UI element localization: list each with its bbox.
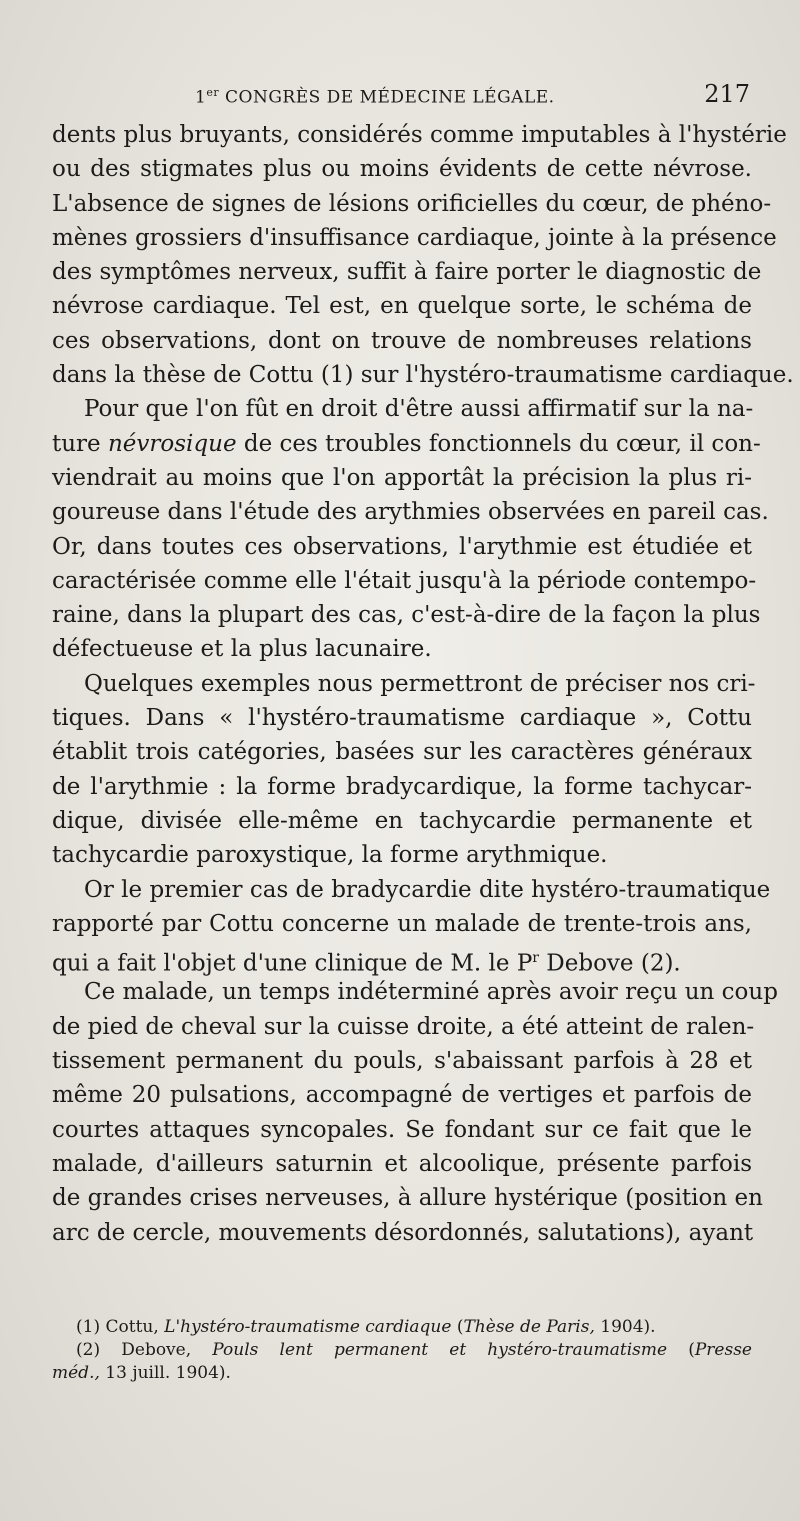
footnote-line: (1) Cottu, L'hystéro-traumatisme cardiaque (Thèse de Paris, 1904). — [76, 1317, 656, 1337]
text-line: névrose cardiaque. Tel est, en quelque sorte, le schéma de — [52, 293, 752, 320]
text-line: viendrait au moins que l'on apportât la précision la plus ri- — [52, 464, 752, 491]
text-line: ces observations, dont on trouve de nombreuses relations — [52, 327, 752, 354]
superscript: r — [532, 950, 539, 967]
text-line: ou des stigmates plus ou moins évidents de cette névrose. — [52, 156, 752, 183]
footnote-source: Thèse de Paris, — [463, 1317, 595, 1337]
text-line: de grandes crises nerveuses, à allure hystérique (position en — [52, 1185, 763, 1212]
text-line: Pour que l'on fût en droit d'être aussi affirmatif sur la na- — [84, 396, 754, 423]
text-line: rapporté par Cottu concerne un malade de trente-trois ans, — [52, 910, 752, 937]
header-title — [195, 86, 555, 108]
footnote-title: Pouls lent permanent et hystéro-traumatisme — [212, 1340, 668, 1360]
text-line: tissement permanent du pouls, s'abaissant parfois à 28 et — [52, 1048, 752, 1075]
text-line: raine, dans la plupart des cas, c'est-à-dire de la façon la plus — [52, 602, 761, 629]
text-line: de pied de cheval sur la cuisse droite, a été atteint de ralen- — [52, 1013, 755, 1040]
running-header — [50, 78, 750, 114]
text-line: arc de cercle, mouvements désordonnés, salutations), ayant — [52, 1219, 754, 1246]
footnote-source: méd., — [52, 1363, 100, 1383]
footnote-line: méd., 13 juill. 1904). — [52, 1363, 231, 1383]
text-line: tachycardie paroxystique, la forme arythmique. — [52, 842, 608, 869]
text-line: dique, divisée elle-même en tachycardie permanente et — [52, 807, 752, 834]
text-line: tiques. Dans « l'hystéro-traumatisme cardiaque », Cottu — [52, 705, 752, 732]
text-line: dans la thèse de Cottu (1) sur l'hystéro-traumatisme cardiaque. — [52, 362, 794, 389]
header-ordinal-sup: er — [206, 86, 220, 99]
text-line: goureuse dans l'étude des arythmies observées en pareil cas. — [52, 499, 769, 526]
footnote-source: Presse — [694, 1340, 752, 1360]
text-line: de l'arythmie : la forme bradycardique, la forme tachycar- — [52, 773, 752, 800]
text-line: L'absence de signes de lésions orificielles du cœur, de phéno- — [52, 190, 772, 217]
footnote-line: (2) Debove, Pouls lent permanent et hystéro-traumatisme (Presse — [76, 1340, 752, 1360]
text-line: Or le premier cas de bradycardie dite hystéro-traumatique — [84, 876, 771, 903]
text-line: Or, dans toutes ces observations, l'arythmie est étudiée et — [52, 533, 752, 560]
text-line: caractérisée comme elle l'était jusqu'à la période contempo- — [52, 567, 757, 594]
footnote-title: L'hystéro-traumatisme cardiaque — [164, 1317, 452, 1337]
page-number: 217 — [704, 80, 750, 108]
body-text — [52, 118, 794, 1250]
header-ordinal: 1 — [195, 87, 207, 108]
text-line: dents plus bruyants, considérés comme imputables à l'hystérie — [52, 122, 787, 148]
text-line: malade, d'ailleurs saturnin et alcoolique, présente parfois — [52, 1150, 752, 1177]
text-line: défectueuse et la plus lacunaire. — [52, 636, 432, 663]
text-line: ture névrosique de ces troubles fonctionnels du cœur, il con- — [52, 430, 761, 457]
italic-term: névrosique — [107, 430, 237, 457]
text-line: même 20 pulsations, accompagné de vertiges et parfois de — [52, 1082, 752, 1109]
text-line: qui a fait l'objet d'une clinique de M. le $P^r$ Debove (2). — [52, 950, 681, 977]
footnotes — [52, 1316, 752, 1385]
text-line: Quelques exemples nous permettront de préciser nos cri- — [84, 670, 756, 697]
text-line: établit trois catégories, basées sur les caractères généraux — [52, 739, 752, 766]
text-line: Ce malade, un temps indéterminé après avoir reçu un coup — [84, 979, 778, 1006]
header-title-text: CONGRÈS DE MÉDECINE LÉGALE. — [219, 87, 555, 108]
text-line: des symptômes nerveux, suffit à faire porter le diagnostic de — [52, 259, 762, 286]
text-line: mènes grossiers d'insuffisance cardiaque, jointe à la présence — [52, 224, 777, 251]
text-line: courtes attaques syncopales. Se fondant sur ce fait que le — [52, 1116, 752, 1143]
footnote-number: (2) — [76, 1340, 101, 1360]
footnote-number: (1) — [76, 1317, 101, 1337]
